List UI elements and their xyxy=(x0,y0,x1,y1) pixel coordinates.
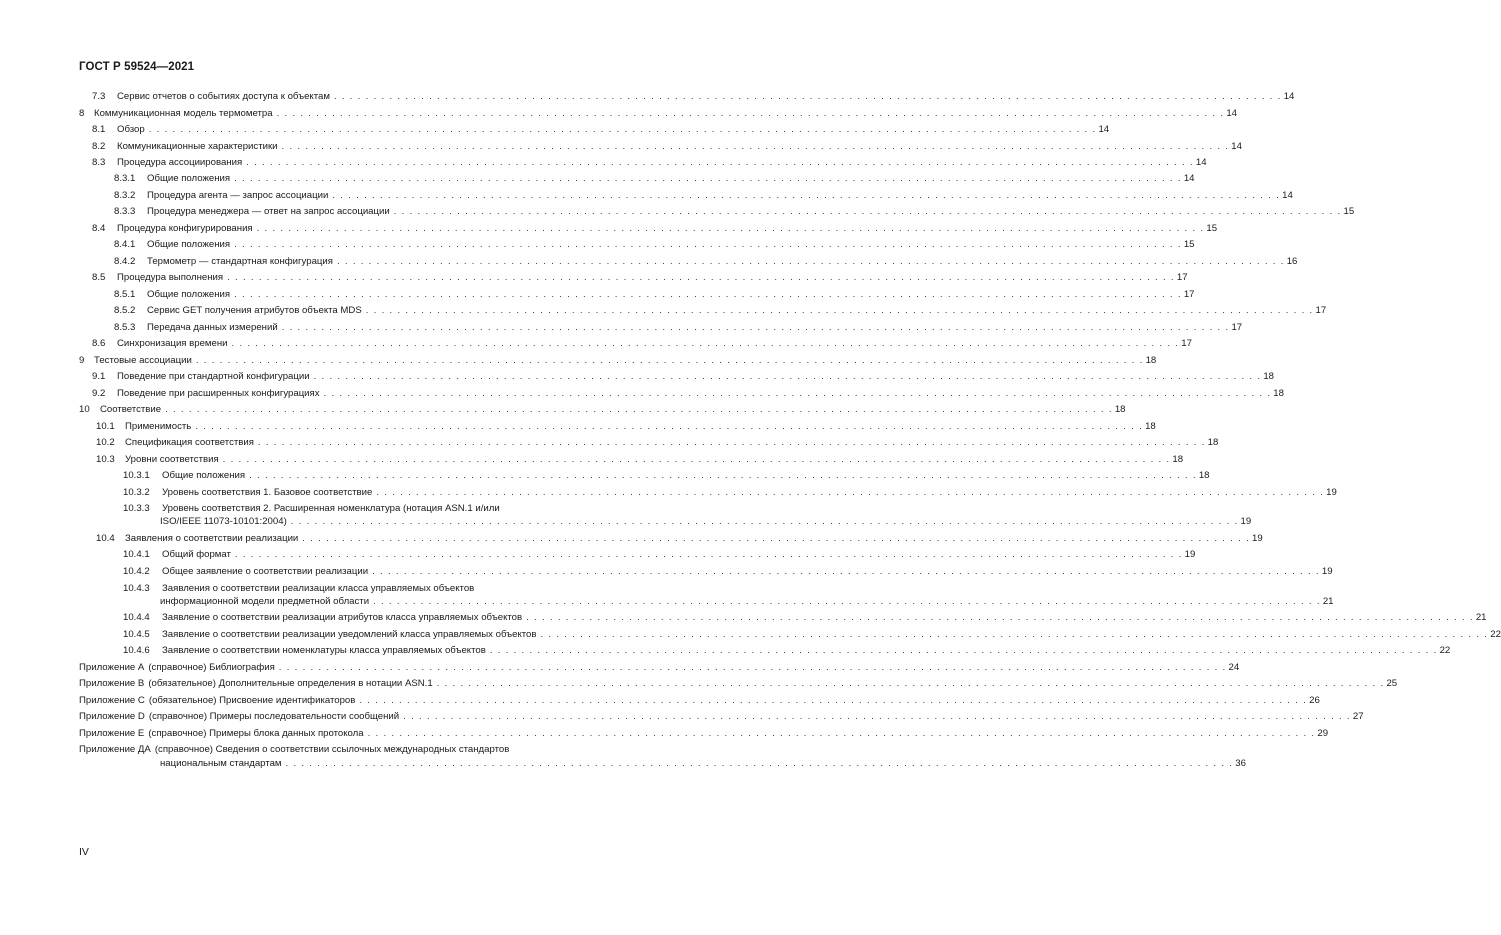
toc-entry[interactable] xyxy=(92,388,1284,400)
toc-entry-title: Процедура ассоциирования xyxy=(117,157,243,168)
toc-entry-title: Заявления о соответствии реализации класса управляемых объектов xyxy=(162,583,475,594)
toc-leader-dots: . . . . . . . . . . . . . . . . . . . . . . . . . . . . . . . . . . . . . . . . . . . . . . . . . . . . . . . . . . . . . . . . . . . . . . . . . . . . . . . . . . . . . . . . . . . . . . . . . . . . . . . . . . . . . . . . . . . . . . . . xyxy=(376,487,1325,498)
toc-entry[interactable] xyxy=(114,322,1243,334)
toc-entry[interactable] xyxy=(123,470,1210,482)
toc-leader-dots: . . . . . . . . . . . . . . . . . . . . . . . . . . . . . . . . . . . . . . . . . . . . . . . . . . . . . . . . . . . . . . . . . . . . . . . . . . . . . . . . . . . . . . . . . . . . . . . . . . . . . . . . . . . . . . . . . . . . . . . . xyxy=(227,272,1175,283)
page-number: IV xyxy=(79,846,89,858)
toc-leader-dots: . . . . . . . . . . . . . . . . . . . . . . . . . . . . . . . . . . . . . . . . . . . . . . . . . . . . . . . . . . . . . . . . . . . . . . . . . . . . . . . . . . . . . . . . . . . . . . . . . . . . . . . . . . . . . . . . . . . . . . . . xyxy=(195,355,1144,366)
toc-entry-page: 18 xyxy=(1263,371,1275,382)
toc-entry-page: 24 xyxy=(1228,662,1240,673)
toc-entry-title: Коммуникационные характеристики xyxy=(117,141,278,152)
toc-entry-number: 10.3.1 xyxy=(123,470,150,481)
toc-entry-number: 9.1 xyxy=(92,371,106,382)
toc-leader-dots: . . . . . . . . . . . . . . . . . . . . . . . . . . . . . . . . . . . . . . . . . . . . . . . . . . . . . . . . . . . . . . . . . . . . . . . . . . . . . . . . . . . . . . . . . . . . . . . . . . . . . . . . . . . . . . . . . . . . . . . . xyxy=(323,388,1272,399)
toc-entry-page: 15 xyxy=(1183,239,1195,250)
toc-leader-dots: . . . . . . . . . . . . . . . . . . . . . . . . . . . . . . . . . . . . . . . . . . . . . . . . . . . . . . . . . . . . . . . . . . . . . . . . . . . . . . . . . . . . . . . . . . . . . . . . . . . . . . . . . . . . . . . . . . . . . . . . xyxy=(290,516,1239,527)
toc-leader-dots: . . . . . . . . . . . . . . . . . . . . . . . . . . . . . . . . . . . . . . . . . . . . . . . . . . . . . . . . . . . . . . . . . . . . . . . . . . . . . . . . . . . . . . . . . . . . . . . . . . . . . . . . . . . . . . . . . . . . . . . . xyxy=(148,124,1097,135)
toc-entry-title: Тестовые ассоциации xyxy=(94,355,192,366)
toc-entry-number: 8.3 xyxy=(92,157,106,168)
toc-entry[interactable] xyxy=(92,157,1207,169)
toc-entry[interactable] xyxy=(114,256,1298,268)
toc-entry-number: 8.6 xyxy=(92,338,106,349)
toc-entry-page: 19 xyxy=(1240,516,1252,527)
toc-entry-page: 15 xyxy=(1206,223,1218,234)
toc-leader-dots: . . . . . . . . . . . . . . . . . . . . . . . . . . . . . . . . . . . . . . . . . . . . . . . . . . . . . . . . . . . . . . . . . . . . . . . . . . . . . . . . . . . . . . . . . . . . . . . . . . . . . . . . . . . . . . . . . . . . . . . . xyxy=(403,711,1351,722)
toc-leader-dots: . . . . . . . . . . . . . . . . . . . . . . . . . . . . . . . . . . . . . . . . . . . . . . . . . . . . . . . . . . . . . . . . . . . . . . . . . . . . . . . . . . . . . . . . . . . . . . . . . . . . . . . . . . . . . . . . . . . . . . . . xyxy=(234,289,1182,300)
toc-entry-page: 19 xyxy=(1252,533,1263,544)
toc-entry-number: 8.4.1 xyxy=(114,239,136,250)
toc-entry-title: Общие положения xyxy=(147,239,231,250)
toc-entry-number: 8.3.3 xyxy=(114,206,136,217)
toc-entry-title: Заявление о соответствии номенклатуры класса управляемых объектов xyxy=(162,645,486,656)
toc-entry-page: 17 xyxy=(1181,338,1192,349)
toc-entry-number: 10.4.5 xyxy=(123,629,150,640)
toc-entry-page: 17 xyxy=(1183,289,1195,300)
toc-leader-dots: . . . . . . . . . . . . . . . . . . . . . . . . . . . . . . . . . . . . . . . . . . . . . . . . . . . . . . . . . . . . . . . . . . . . . . . . . . . . . . . . . . . . . . . . . . . . . . . . . . . . . . . . . . . . . . . . . . . . . . . . xyxy=(281,322,1230,333)
toc-entry-number: 8.5.3 xyxy=(114,322,136,333)
toc-entry-title: Применимость xyxy=(125,421,192,432)
toc-entry-page: 14 xyxy=(1226,108,1237,119)
toc-leader-dots: . . . . . . . . . . . . . . . . . . . . . . . . . . . . . . . . . . . . . . . . . . . . . . . . . . . . . . . . . . . . . . . . . . . . . . . . . . . . . . . . . . . . . . . . . . . . . . . . . . . . . . . . . . . . . . . . . . . . . . . . xyxy=(365,305,1314,316)
toc-entry[interactable] xyxy=(123,629,1501,641)
toc-entry-number: 8.2 xyxy=(92,141,106,152)
toc-entry-page: 18 xyxy=(1198,470,1210,481)
toc-leader-dots: . . . . . . . . . . . . . . . . . . . . . . . . . . . . . . . . . . . . . . . . . . . . . . . . . . . . . . . . . . . . . . . . . . . . . . . . . . . . . . . . . . . . . . . . . . . . . . . . . . . . . . . . . . . . . . . . . . . . . . . . xyxy=(359,695,1308,706)
toc-entry-page: 22 xyxy=(1490,629,1501,640)
toc-leader-dots: . . . . . . . . . . . . . . . . . . . . . . . . . . . . . . . . . . . . . . . . . . . . . . . . . . . . . . . . . . . . . . . . . . . . . . . . . . . . . . . . . . . . . . . . . . . . . . . . . . . . . . . . . . . . . . . . . . . . . . . . xyxy=(393,206,1342,217)
toc-entry[interactable] xyxy=(79,108,1237,120)
toc-leader-dots: . . . . . . . . . . . . . . . . . . . . . . . . . . . . . . . . . . . . . . . . . . . . . . . . . . . . . . . . . . . . . . . . . . . . . . . . . . . . . . . . . . . . . . . . . . . . . . . . . . . . . . . . . . . . . . . . . . . . . . . . xyxy=(231,338,1180,349)
toc-entry-number: 8 xyxy=(79,108,85,119)
toc-entry-title: Процедура менеджера — ответ на запрос ассоциации xyxy=(147,206,390,217)
toc-entry-page: 27 xyxy=(1352,711,1364,722)
toc-entry[interactable] xyxy=(79,711,1364,723)
toc-entry-number: Приложение D xyxy=(79,711,145,722)
toc-entry-number: 8.1 xyxy=(92,124,106,135)
toc-entry[interactable] xyxy=(79,695,1320,707)
toc-leader-dots: . . . . . . . . . . . . . . . . . . . . . . . . . . . . . . . . . . . . . . . . . . . . . . . . . . . . . . . . . . . . . . . . . . . . . . . . . . . . . . . . . . . . . . . . . . . . . . . . . . . . . . . . . . . . . . . . . . . . . . . . xyxy=(249,470,1197,481)
toc-entry-page: 14 xyxy=(1283,91,1295,102)
toc-entry-title: Термометр — стандартная конфигурация xyxy=(147,256,333,267)
toc-entry-continuation[interactable] xyxy=(160,596,1334,608)
toc-entry[interactable] xyxy=(92,272,1188,284)
toc-entry-title: Заявления о соответствии реализации xyxy=(125,533,299,544)
toc-entry[interactable] xyxy=(92,141,1242,153)
toc-entry-number: 10.3.2 xyxy=(123,487,150,498)
toc-leader-dots: . . . . . . . . . . . . . . . . . . . . . . . . . . . . . . . . . . . . . . . . . . . . . . . . . . . . . . . . . . . . . . . . . . . . . . . . . . . . . . . . . . . . . . . . . . . . . . . . . . . . . . . . . . . . . . . . . . . . . . . . xyxy=(285,758,1234,769)
toc-entry-number: Приложение ДА xyxy=(79,744,151,755)
toc-entry-number: 8.5 xyxy=(92,272,106,283)
toc-entry-title: Уровень соответствия 2. Расширенная номенклатура (нотация ASN.1 и/или xyxy=(162,503,500,514)
toc-entry-title: Общие положения xyxy=(162,470,246,481)
toc-entry-title: (справочное) Сведения о соответствии ссылочных международных стандартов xyxy=(154,744,510,755)
toc-entry-title: (справочное) Примеры последовательности сообщений xyxy=(148,711,400,722)
toc-entry-number: Приложение В xyxy=(79,678,145,689)
toc-entry-number: Приложение А xyxy=(79,662,145,673)
toc-entry-title: Синхронизация времени xyxy=(117,338,228,349)
toc-entry-page: 26 xyxy=(1309,695,1320,706)
toc-entry[interactable] xyxy=(123,549,1196,561)
toc-entry[interactable] xyxy=(123,612,1487,624)
toc-entry-page: 19 xyxy=(1184,549,1196,560)
toc-entry-page: 25 xyxy=(1386,678,1398,689)
toc-entry[interactable] xyxy=(79,662,1240,674)
toc-entry-title: Поведение при расширенных конфигурациях xyxy=(117,388,320,399)
toc-entry[interactable] xyxy=(123,645,1451,657)
toc-entry[interactable] xyxy=(114,206,1355,218)
toc-entry-title-continued: ISO/IEEE 11073-10101:2004) xyxy=(160,516,287,527)
toc-entry-page: 17 xyxy=(1315,305,1327,316)
toc-entry[interactable] xyxy=(114,239,1195,251)
toc-leader-dots: . . . . . . . . . . . . . . . . . . . . . . . . . . . . . . . . . . . . . . . . . . . . . . . . . . . . . . . . . . . . . . . . . . . . . . . . . . . . . . . . . . . . . . . . . . . . . . . . . . . . . . . . . . . . . . . . . . . . . . . . xyxy=(281,141,1230,152)
toc-entry-title: Общий формат xyxy=(162,549,231,560)
toc-entry-page: 36 xyxy=(1235,758,1246,769)
toc-entry-number: 10.2 xyxy=(96,437,115,448)
toc-leader-dots: . . . . . . . . . . . . . . . . . . . . . . . . . . . . . . . . . . . . . . . . . . . . . . . . . . . . . . . . . . . . . . . . . . . . . . . . . . . . . . . . . . . . . . . . . . . . . . . . . . . . . . . . . . . . . . . . . . . . . . . . xyxy=(278,662,1227,673)
toc-entry-number: 10 xyxy=(79,404,90,415)
toc-entry-title: Спецификация соответствия xyxy=(125,437,254,448)
toc-entry-number: 10.4 xyxy=(96,533,115,544)
toc-entry-number: 8.4.2 xyxy=(114,256,136,267)
toc-entry-title: Передача данных измерений xyxy=(147,322,278,333)
toc-entry-number: 10.3 xyxy=(96,454,115,465)
toc-entry[interactable] xyxy=(92,371,1275,383)
toc-entry-page: 17 xyxy=(1176,272,1188,283)
toc-leader-dots: . . . . . . . . . . . . . . . . . . . . . . . . . . . . . . . . . . . . . . . . . . . . . . . . . . . . . . . . . . . . . . . . . . . . . . . . . . . . . . . . . . . . . . . . . . . . . . . . . . . . . . . . . . . . . . . . . . . . . . . . xyxy=(234,173,1182,184)
toc-entry-title: Сервис GET получения атрибутов объекта MDS xyxy=(147,305,362,316)
toc-entry-page: 22 xyxy=(1439,645,1451,656)
toc-entry-page: 18 xyxy=(1172,454,1184,465)
toc-entry[interactable] xyxy=(96,437,1219,449)
toc-entry-page: 19 xyxy=(1321,566,1333,577)
toc-entry-number: Приложение Е xyxy=(79,728,145,739)
toc-entry-number: 8.3.2 xyxy=(114,190,136,201)
toc-entry-title: Уровни соответствия xyxy=(125,454,219,465)
toc-leader-dots: . . . . . . . . . . . . . . . . . . . . . . . . . . . . . . . . . . . . . . . . . . . . . . . . . . . . . . . . . . . . . . . . . . . . . . . . . . . . . . . . . . . . . . . . . . . . . . . . . . . . . . . . . . . . . . . . . . . . . . . . xyxy=(373,596,1321,607)
toc-leader-dots: . . . . . . . . . . . . . . . . . . . . . . . . . . . . . . . . . . . . . . . . . . . . . . . . . . . . . . . . . . . . . . . . . . . . . . . . . . . . . . . . . . . . . . . . . . . . . . . . . . . . . . . . . . . . . . . . . . . . . . . . xyxy=(234,549,1183,560)
toc-leader-dots: . . . . . . . . . . . . . . . . . . . . . . . . . . . . . . . . . . . . . . . . . . . . . . . . . . . . . . . . . . . . . . . . . . . . . . . . . . . . . . . . . . . . . . . . . . . . . . . . . . . . . . . . . . . . . . . . . . . . . . . . xyxy=(257,437,1206,448)
toc-leader-dots: . . . . . . . . . . . . . . . . . . . . . . . . . . . . . . . . . . . . . . . . . . . . . . . . . . . . . . . . . . . . . . . . . . . . . . . . . . . . . . . . . . . . . . . . . . . . . . . . . . . . . . . . . . . . . . . . . . . . . . . . xyxy=(246,157,1194,168)
toc-entry-page: 21 xyxy=(1475,612,1487,623)
toc-entry-number: 7.3 xyxy=(92,91,106,102)
toc-leader-dots: . . . . . . . . . . . . . . . . . . . . . . . . . . . . . . . . . . . . . . . . . . . . . . . . . . . . . . . . . . . . . . . . . . . . . . . . . . . . . . . . . . . . . . . . . . . . . . . . . . . . . . . . . . . . . . . . . . . . . . . . xyxy=(367,728,1316,739)
toc-entry-page: 18 xyxy=(1145,355,1157,366)
toc-entry-continuation[interactable] xyxy=(160,516,1252,528)
toc-entry-title: Заявление о соответствии реализации атрибутов класса управляемых объектов xyxy=(162,612,523,623)
toc-entry-number: 9.2 xyxy=(92,388,106,399)
toc-entry-title: Коммуникационная модель термометра xyxy=(94,108,273,119)
toc-entry-number: 9 xyxy=(79,355,85,366)
toc-entry-number: 10.4.2 xyxy=(123,566,150,577)
toc-entry-page: 18 xyxy=(1145,421,1156,432)
toc-leader-dots: . . . . . . . . . . . . . . . . . . . . . . . . . . . . . . . . . . . . . . . . . . . . . . . . . . . . . . . . . . . . . . . . . . . . . . . . . . . . . . . . . . . . . . . . . . . . . . . . . . . . . . . . . . . . . . . . . . . . . . . . xyxy=(313,371,1262,382)
toc-entry-title-continued: национальным стандартам xyxy=(160,758,282,769)
toc-entry-number: 10.4.3 xyxy=(123,583,150,594)
toc-entry[interactable] xyxy=(114,289,1195,301)
toc-entry[interactable] xyxy=(123,566,1333,578)
toc-entry-page: 15 xyxy=(1343,206,1355,217)
toc-entry-number: 8.4 xyxy=(92,223,106,234)
toc-entry-page: 14 xyxy=(1098,124,1110,135)
toc-entry-title: Соответствие xyxy=(100,404,162,415)
toc-entry-title: Процедура агента — запрос ассоциации xyxy=(147,190,329,201)
toc-leader-dots: . . . . . . . . . . . . . . . . . . . . . . . . . . . . . . . . . . . . . . . . . . . . . . . . . . . . . . . . . . . . . . . . . . . . . . . . . . . . . . . . . . . . . . . . . . . . . . . . . . . . . . . . . . . . . . . . . . . . . . . . xyxy=(436,678,1385,689)
toc-entry-number: 8.5.2 xyxy=(114,305,136,316)
toc-entry-page: 14 xyxy=(1282,190,1293,201)
toc-entry[interactable] xyxy=(114,190,1293,202)
toc-entry-title: Процедура выполнения xyxy=(117,272,224,283)
toc-entry-continuation[interactable] xyxy=(160,758,1246,770)
toc-entry-page: 18 xyxy=(1114,404,1126,415)
toc-entry[interactable] xyxy=(114,305,1327,317)
toc-entry-title: Процедура конфигурирования xyxy=(117,223,253,234)
toc-leader-dots: . . . . . . . . . . . . . . . . . . . . . . . . . . . . . . . . . . . . . . . . . . . . . . . . . . . . . . . . . . . . . . . . . . . . . . . . . . . . . . . . . . . . . . . . . . . . . . . . . . . . . . . . . . . . . . . . . . . . . . . . xyxy=(222,454,1171,465)
toc-entry-page: 18 xyxy=(1273,388,1284,399)
toc-entry-title: (справочное) Библиография xyxy=(148,662,275,673)
toc-entry[interactable] xyxy=(92,91,1295,103)
toc-entry-number: 10.1 xyxy=(96,421,115,432)
toc-entry[interactable] xyxy=(114,173,1195,185)
toc-entry[interactable] xyxy=(96,533,1263,545)
toc-entry-title: Сервис отчетов о событиях доступа к объектам xyxy=(117,91,330,102)
toc-entry[interactable] xyxy=(92,124,1110,136)
toc-entry[interactable] xyxy=(92,338,1192,350)
toc-leader-dots: . . . . . . . . . . . . . . . . . . . . . . . . . . . . . . . . . . . . . . . . . . . . . . . . . . . . . . . . . . . . . . . . . . . . . . . . . . . . . . . . . . . . . . . . . . . . . . . . . . . . . . . . . . . . . . . . . . . . . . . . xyxy=(332,190,1281,201)
toc-entry-title: Общие положения xyxy=(147,173,231,184)
toc-entry-page: 19 xyxy=(1326,487,1337,498)
toc-leader-dots: . . . . . . . . . . . . . . . . . . . . . . . . . . . . . . . . . . . . . . . . . . . . . . . . . . . . . . . . . . . . . . . . . . . . . . . . . . . . . . . . . . . . . . . . . . . . . . . . . . . . . . . . . . . . . . . . . . . . . . . . xyxy=(276,108,1225,119)
toc-leader-dots: . . . . . . . . . . . . . . . . . . . . . . . . . . . . . . . . . . . . . . . . . . . . . . . . . . . . . . . . . . . . . . . . . . . . . . . . . . . . . . . . . . . . . . . . . . . . . . . . . . . . . . . . . . . . . . . . . . . . . . . . xyxy=(302,533,1251,544)
toc-entry[interactable] xyxy=(96,454,1184,466)
toc-entry-page: 29 xyxy=(1317,728,1329,739)
toc-entry-page: 18 xyxy=(1207,437,1219,448)
toc-entry-title: Заявление о соответствии реализации уведомлений класса управляемых объектов xyxy=(162,629,537,640)
toc-entry-number: 8.3.1 xyxy=(114,173,136,184)
toc-entry[interactable] xyxy=(92,223,1218,235)
toc-entry-number: Приложение С xyxy=(79,695,145,706)
toc-leader-dots: . . . . . . . . . . . . . . . . . . . . . . . . . . . . . . . . . . . . . . . . . . . . . . . . . . . . . . . . . . . . . . . . . . . . . . . . . . . . . . . . . . . . . . . . . . . . . . . . . . . . . . . . . . . . . . . . . . . . . . . . xyxy=(165,404,1113,415)
toc-entry-page: 17 xyxy=(1231,322,1243,333)
toc-entry-title: Обзор xyxy=(117,124,145,135)
toc-entry[interactable] xyxy=(96,421,1156,433)
toc-entry[interactable] xyxy=(79,404,1126,416)
toc-entry-number: 10.4.1 xyxy=(123,549,150,560)
toc-entry-page: 14 xyxy=(1195,157,1207,168)
toc-entry-title: Поведение при стандартной конфигурации xyxy=(117,371,310,382)
toc-entry-number: 10.4.6 xyxy=(123,645,150,656)
toc-entry-title: Общее заявление о соответствии реализации xyxy=(162,566,369,577)
toc-leader-dots: . . . . . . . . . . . . . . . . . . . . . . . . . . . . . . . . . . . . . . . . . . . . . . . . . . . . . . . . . . . . . . . . . . . . . . . . . . . . . . . . . . . . . . . . . . . . . . . . . . . . . . . . . . . . . . . . . . . . . . . . xyxy=(195,421,1144,432)
toc-entry-page: 14 xyxy=(1183,173,1195,184)
toc-entry-page: 16 xyxy=(1286,256,1298,267)
toc-entry-title-continued: информационной модели предметной области xyxy=(160,596,370,607)
toc-entry-number: 10.3.3 xyxy=(123,503,150,514)
toc-entry[interactable] xyxy=(79,355,1157,367)
toc-entry-number: 8.5.1 xyxy=(114,289,136,300)
toc-entry-page: 21 xyxy=(1322,596,1334,607)
toc-leader-dots: . . . . . . . . . . . . . . . . . . . . . . . . . . . . . . . . . . . . . . . . . . . . . . . . . . . . . . . . . . . . . . . . . . . . . . . . . . . . . . . . . . . . . . . . . . . . . . . . . . . . . . . . . . . . . . . . . . . . . . . . xyxy=(372,566,1320,577)
toc-entry[interactable] xyxy=(79,678,1398,690)
toc-entry-number: 10.4.4 xyxy=(123,612,150,623)
toc-leader-dots: . . . . . . . . . . . . . . . . . . . . . . . . . . . . . . . . . . . . . . . . . . . . . . . . . . . . . . . . . . . . . . . . . . . . . . . . . . . . . . . . . . . . . . . . . . . . . . . . . . . . . . . . . . . . . . . . . . . . . . . . xyxy=(526,612,1474,623)
toc-entry[interactable] xyxy=(123,503,500,515)
toc-leader-dots: . . . . . . . . . . . . . . . . . . . . . . . . . . . . . . . . . . . . . . . . . . . . . . . . . . . . . . . . . . . . . . . . . . . . . . . . . . . . . . . . . . . . . . . . . . . . . . . . . . . . . . . . . . . . . . . . . . . . . . . . xyxy=(256,223,1205,234)
toc-leader-dots: . . . . . . . . . . . . . . . . . . . . . . . . . . . . . . . . . . . . . . . . . . . . . . . . . . . . . . . . . . . . . . . . . . . . . . . . . . . . . . . . . . . . . . . . . . . . . . . . . . . . . . . . . . . . . . . . . . . . . . . . xyxy=(333,91,1282,102)
toc-entry[interactable] xyxy=(79,744,509,756)
toc-entry-title: Уровень соответствия 1. Базовое соответствие xyxy=(162,487,373,498)
toc-entry[interactable] xyxy=(123,487,1337,499)
toc-entry[interactable] xyxy=(79,728,1329,740)
toc-entry-title: (обязательное) Дополнительные определения в нотации ASN.1 xyxy=(148,678,433,689)
toc-entry-title: Общие положения xyxy=(147,289,231,300)
toc-leader-dots: . . . . . . . . . . . . . . . . . . . . . . . . . . . . . . . . . . . . . . . . . . . . . . . . . . . . . . . . . . . . . . . . . . . . . . . . . . . . . . . . . . . . . . . . . . . . . . . . . . . . . . . . . . . . . . . . . . . . . . . . xyxy=(336,256,1285,267)
toc-entry-page: 14 xyxy=(1231,141,1242,152)
toc-leader-dots: . . . . . . . . . . . . . . . . . . . . . . . . . . . . . . . . . . . . . . . . . . . . . . . . . . . . . . . . . . . . . . . . . . . . . . . . . . . . . . . . . . . . . . . . . . . . . . . . . . . . . . . . . . . . . . . . . . . . . . . . xyxy=(234,239,1182,250)
toc-entry[interactable] xyxy=(123,583,474,595)
toc-leader-dots: . . . . . . . . . . . . . . . . . . . . . . . . . . . . . . . . . . . . . . . . . . . . . . . . . . . . . . . . . . . . . . . . . . . . . . . . . . . . . . . . . . . . . . . . . . . . . . . . . . . . . . . . . . . . . . . . . . . . . . . . xyxy=(489,645,1438,656)
document-header: ГОСТ Р 59524—2021 xyxy=(79,61,195,73)
toc-entry-title: (обязательное) Присвоение идентификаторов xyxy=(148,695,356,706)
toc-entry-title: (справочное) Примеры блока данных протокола xyxy=(148,728,364,739)
toc-leader-dots: . . . . . . . . . . . . . . . . . . . . . . . . . . . . . . . . . . . . . . . . . . . . . . . . . . . . . . . . . . . . . . . . . . . . . . . . . . . . . . . . . . . . . . . . . . . . . . . . . . . . . . . . . . . . . . . . . . . . . . . . xyxy=(540,629,1489,640)
